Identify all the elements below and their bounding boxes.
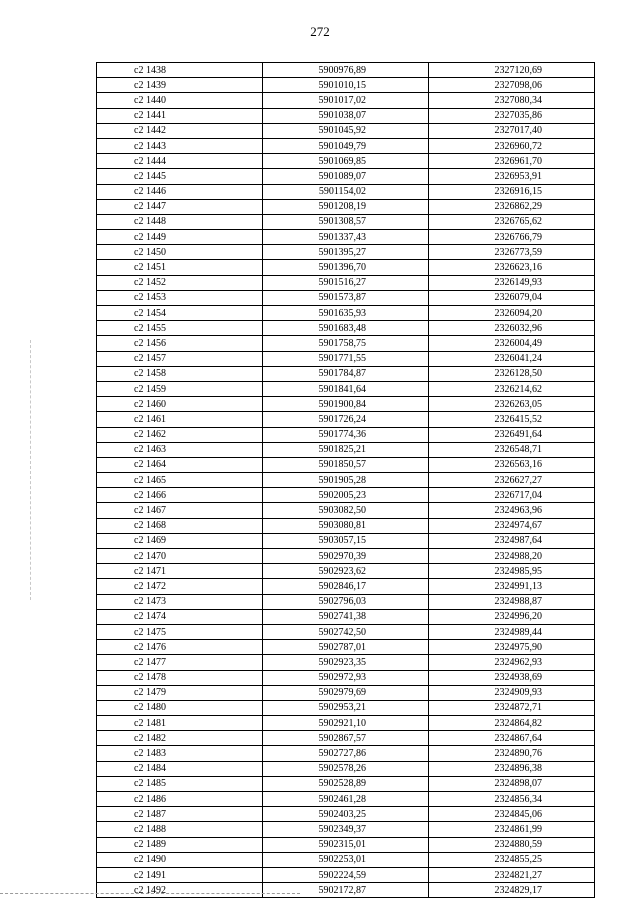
y-coordinate-cell: 2326491,64 bbox=[429, 427, 595, 442]
x-coordinate-cell: 5902315,01 bbox=[263, 837, 429, 852]
table-row bbox=[97, 412, 595, 427]
y-coordinate-cell: 2326563,16 bbox=[429, 457, 595, 472]
point-id-cell: с2 1448 bbox=[97, 214, 263, 229]
table-row bbox=[97, 624, 595, 639]
table-row bbox=[97, 564, 595, 579]
x-coordinate-cell: 5901774,36 bbox=[263, 427, 429, 442]
x-coordinate-cell: 5902787,01 bbox=[263, 640, 429, 655]
point-id-cell: с2 1449 bbox=[97, 230, 263, 245]
x-coordinate-cell: 5901395,27 bbox=[263, 245, 429, 260]
point-id-cell: с2 1455 bbox=[97, 321, 263, 336]
table-row bbox=[97, 883, 595, 898]
y-coordinate-cell: 2326548,71 bbox=[429, 442, 595, 457]
y-coordinate-cell: 2324991,13 bbox=[429, 579, 595, 594]
x-coordinate-cell: 5901208,19 bbox=[263, 199, 429, 214]
x-coordinate-cell: 5901850,57 bbox=[263, 457, 429, 472]
y-coordinate-cell: 2327080,34 bbox=[429, 93, 595, 108]
table-row bbox=[97, 579, 595, 594]
point-id-cell: с2 1479 bbox=[97, 685, 263, 700]
point-id-cell: с2 1471 bbox=[97, 564, 263, 579]
x-coordinate-cell: 5901683,48 bbox=[263, 321, 429, 336]
y-coordinate-cell: 2324974,67 bbox=[429, 518, 595, 533]
y-coordinate-cell: 2326214,62 bbox=[429, 381, 595, 396]
y-coordinate-cell: 2326623,16 bbox=[429, 260, 595, 275]
x-coordinate-cell: 5902923,35 bbox=[263, 655, 429, 670]
y-coordinate-cell: 2326717,04 bbox=[429, 488, 595, 503]
table-row bbox=[97, 321, 595, 336]
x-coordinate-cell: 5901758,75 bbox=[263, 336, 429, 351]
point-id-cell: с2 1452 bbox=[97, 275, 263, 290]
x-coordinate-cell: 5901825,21 bbox=[263, 442, 429, 457]
point-id-cell: с2 1477 bbox=[97, 655, 263, 670]
table-row bbox=[97, 852, 595, 867]
y-coordinate-cell: 2324896,38 bbox=[429, 761, 595, 776]
x-coordinate-cell: 5902253,01 bbox=[263, 852, 429, 867]
x-coordinate-cell: 5902224,59 bbox=[263, 867, 429, 882]
point-id-cell: с2 1440 bbox=[97, 93, 263, 108]
x-coordinate-cell: 5901308,57 bbox=[263, 214, 429, 229]
table-row bbox=[97, 867, 595, 882]
point-id-cell: с2 1488 bbox=[97, 822, 263, 837]
table-row bbox=[97, 138, 595, 153]
page-number: 272 bbox=[310, 24, 330, 39]
point-id-cell: с2 1470 bbox=[97, 549, 263, 564]
point-id-cell: с2 1484 bbox=[97, 761, 263, 776]
point-id-cell: с2 1487 bbox=[97, 807, 263, 822]
table-row bbox=[97, 807, 595, 822]
x-coordinate-cell: 5901010,15 bbox=[263, 78, 429, 93]
x-coordinate-cell: 5902796,03 bbox=[263, 594, 429, 609]
table-row bbox=[97, 473, 595, 488]
y-coordinate-cell: 2326765,62 bbox=[429, 214, 595, 229]
y-coordinate-cell: 2324880,59 bbox=[429, 837, 595, 852]
table-row bbox=[97, 655, 595, 670]
x-coordinate-cell: 5902741,38 bbox=[263, 609, 429, 624]
point-id-cell: с2 1457 bbox=[97, 351, 263, 366]
x-coordinate-cell: 5902979,69 bbox=[263, 685, 429, 700]
scan-bottom-rule bbox=[0, 893, 300, 895]
table-row bbox=[97, 837, 595, 852]
point-id-cell: с2 1465 bbox=[97, 473, 263, 488]
x-coordinate-cell: 5902727,86 bbox=[263, 746, 429, 761]
point-id-cell: с2 1456 bbox=[97, 336, 263, 351]
table-row bbox=[97, 549, 595, 564]
x-coordinate-cell: 5902172,87 bbox=[263, 883, 429, 898]
y-coordinate-cell: 2326079,04 bbox=[429, 290, 595, 305]
point-id-cell: с2 1468 bbox=[97, 518, 263, 533]
x-coordinate-cell: 5901784,87 bbox=[263, 366, 429, 381]
x-coordinate-cell: 5901045,92 bbox=[263, 123, 429, 138]
table-row bbox=[97, 93, 595, 108]
point-id-cell: с2 1458 bbox=[97, 366, 263, 381]
y-coordinate-cell: 2326961,70 bbox=[429, 154, 595, 169]
y-coordinate-cell: 2324962,93 bbox=[429, 655, 595, 670]
y-coordinate-cell: 2324872,71 bbox=[429, 700, 595, 715]
point-id-cell: с2 1438 bbox=[97, 63, 263, 78]
table-row bbox=[97, 776, 595, 791]
x-coordinate-cell: 5903080,81 bbox=[263, 518, 429, 533]
y-coordinate-cell: 2324821,27 bbox=[429, 867, 595, 882]
table-row bbox=[97, 685, 595, 700]
x-coordinate-cell: 5901573,87 bbox=[263, 290, 429, 305]
y-coordinate-cell: 2324856,34 bbox=[429, 792, 595, 807]
y-coordinate-cell: 2324898,07 bbox=[429, 776, 595, 791]
table-row bbox=[97, 594, 595, 609]
table-row bbox=[97, 169, 595, 184]
x-coordinate-cell: 5901069,85 bbox=[263, 154, 429, 169]
point-id-cell: с2 1461 bbox=[97, 412, 263, 427]
x-coordinate-cell: 5902970,39 bbox=[263, 549, 429, 564]
point-id-cell: с2 1445 bbox=[97, 169, 263, 184]
x-coordinate-cell: 5901726,24 bbox=[263, 412, 429, 427]
y-coordinate-cell: 2326862,29 bbox=[429, 199, 595, 214]
y-coordinate-cell: 2324975,90 bbox=[429, 640, 595, 655]
table-row bbox=[97, 746, 595, 761]
point-id-cell: с2 1459 bbox=[97, 381, 263, 396]
point-id-cell: с2 1474 bbox=[97, 609, 263, 624]
table-row bbox=[97, 78, 595, 93]
x-coordinate-cell: 5902403,25 bbox=[263, 807, 429, 822]
x-coordinate-cell: 5901900,84 bbox=[263, 397, 429, 412]
y-coordinate-cell: 2326773,59 bbox=[429, 245, 595, 260]
point-id-cell: с2 1483 bbox=[97, 746, 263, 761]
coordinates-table-body bbox=[97, 63, 595, 898]
y-coordinate-cell: 2327017,40 bbox=[429, 123, 595, 138]
point-id-cell: с2 1463 bbox=[97, 442, 263, 457]
y-coordinate-cell: 2324988,20 bbox=[429, 549, 595, 564]
x-coordinate-cell: 5902953,21 bbox=[263, 700, 429, 715]
x-coordinate-cell: 5902742,50 bbox=[263, 624, 429, 639]
y-coordinate-cell: 2324963,96 bbox=[429, 503, 595, 518]
point-id-cell: с2 1446 bbox=[97, 184, 263, 199]
point-id-cell: с2 1466 bbox=[97, 488, 263, 503]
point-id-cell: с2 1475 bbox=[97, 624, 263, 639]
point-id-cell: с2 1454 bbox=[97, 306, 263, 321]
y-coordinate-cell: 2324864,82 bbox=[429, 716, 595, 731]
x-coordinate-cell: 5902528,89 bbox=[263, 776, 429, 791]
x-coordinate-cell: 5903057,15 bbox=[263, 533, 429, 548]
scan-edge-mark bbox=[30, 340, 32, 600]
table-row bbox=[97, 640, 595, 655]
point-id-cell: с2 1482 bbox=[97, 731, 263, 746]
x-coordinate-cell: 5901038,07 bbox=[263, 108, 429, 123]
y-coordinate-cell: 2326032,96 bbox=[429, 321, 595, 336]
point-id-cell: с2 1444 bbox=[97, 154, 263, 169]
y-coordinate-cell: 2326263,05 bbox=[429, 397, 595, 412]
x-coordinate-cell: 5901771,55 bbox=[263, 351, 429, 366]
point-id-cell: с2 1485 bbox=[97, 776, 263, 791]
y-coordinate-cell: 2326627,27 bbox=[429, 473, 595, 488]
point-id-cell: с2 1478 bbox=[97, 670, 263, 685]
x-coordinate-cell: 5902846,17 bbox=[263, 579, 429, 594]
x-coordinate-cell: 5902005,23 bbox=[263, 488, 429, 503]
table-row bbox=[97, 290, 595, 305]
table-row bbox=[97, 503, 595, 518]
x-coordinate-cell: 5902349,37 bbox=[263, 822, 429, 837]
point-id-cell: с2 1476 bbox=[97, 640, 263, 655]
point-id-cell: с2 1460 bbox=[97, 397, 263, 412]
point-id-cell: с2 1467 bbox=[97, 503, 263, 518]
x-coordinate-cell: 5902921,10 bbox=[263, 716, 429, 731]
point-id-cell: с2 1492 bbox=[97, 883, 263, 898]
x-coordinate-cell: 5901635,93 bbox=[263, 306, 429, 321]
x-coordinate-cell: 5902461,28 bbox=[263, 792, 429, 807]
x-coordinate-cell: 5902578,26 bbox=[263, 761, 429, 776]
y-coordinate-cell: 2327098,06 bbox=[429, 78, 595, 93]
table-row bbox=[97, 609, 595, 624]
point-id-cell: с2 1473 bbox=[97, 594, 263, 609]
table-row bbox=[97, 366, 595, 381]
y-coordinate-cell: 2327120,69 bbox=[429, 63, 595, 78]
point-id-cell: с2 1450 bbox=[97, 245, 263, 260]
table-row bbox=[97, 792, 595, 807]
table-row bbox=[97, 731, 595, 746]
x-coordinate-cell: 5902867,57 bbox=[263, 731, 429, 746]
y-coordinate-cell: 2326128,50 bbox=[429, 366, 595, 381]
point-id-cell: с2 1442 bbox=[97, 123, 263, 138]
x-coordinate-cell: 5903082,50 bbox=[263, 503, 429, 518]
point-id-cell: с2 1481 bbox=[97, 716, 263, 731]
table-row bbox=[97, 123, 595, 138]
table-row bbox=[97, 336, 595, 351]
point-id-cell: с2 1443 bbox=[97, 138, 263, 153]
point-id-cell: с2 1451 bbox=[97, 260, 263, 275]
y-coordinate-cell: 2324938,69 bbox=[429, 670, 595, 685]
point-id-cell: с2 1472 bbox=[97, 579, 263, 594]
point-id-cell: с2 1462 bbox=[97, 427, 263, 442]
table-row bbox=[97, 230, 595, 245]
x-coordinate-cell: 5901017,02 bbox=[263, 93, 429, 108]
point-id-cell: с2 1491 bbox=[97, 867, 263, 882]
table-row bbox=[97, 822, 595, 837]
y-coordinate-cell: 2324987,64 bbox=[429, 533, 595, 548]
y-coordinate-cell: 2326004,49 bbox=[429, 336, 595, 351]
y-coordinate-cell: 2324988,87 bbox=[429, 594, 595, 609]
y-coordinate-cell: 2326766,79 bbox=[429, 230, 595, 245]
coordinates-table bbox=[96, 62, 595, 898]
table-row bbox=[97, 260, 595, 275]
y-coordinate-cell: 2324909,93 bbox=[429, 685, 595, 700]
y-coordinate-cell: 2324890,76 bbox=[429, 746, 595, 761]
point-id-cell: с2 1441 bbox=[97, 108, 263, 123]
x-coordinate-cell: 5901516,27 bbox=[263, 275, 429, 290]
x-coordinate-cell: 5901841,64 bbox=[263, 381, 429, 396]
x-coordinate-cell: 5902923,62 bbox=[263, 564, 429, 579]
table-row bbox=[97, 442, 595, 457]
x-coordinate-cell: 5901396,70 bbox=[263, 260, 429, 275]
x-coordinate-cell: 5902972,93 bbox=[263, 670, 429, 685]
x-coordinate-cell: 5901154,02 bbox=[263, 184, 429, 199]
table-row bbox=[97, 214, 595, 229]
point-id-cell: с2 1486 bbox=[97, 792, 263, 807]
table-row bbox=[97, 761, 595, 776]
y-coordinate-cell: 2326094,20 bbox=[429, 306, 595, 321]
table-row bbox=[97, 700, 595, 715]
table-row bbox=[97, 518, 595, 533]
y-coordinate-cell: 2324861,99 bbox=[429, 822, 595, 837]
point-id-cell: с2 1469 bbox=[97, 533, 263, 548]
table-row bbox=[97, 351, 595, 366]
x-coordinate-cell: 5900976,89 bbox=[263, 63, 429, 78]
x-coordinate-cell: 5901049,79 bbox=[263, 138, 429, 153]
table-row bbox=[97, 427, 595, 442]
point-id-cell: с2 1480 bbox=[97, 700, 263, 715]
point-id-cell: с2 1489 bbox=[97, 837, 263, 852]
point-id-cell: с2 1447 bbox=[97, 199, 263, 214]
table-row bbox=[97, 457, 595, 472]
x-coordinate-cell: 5901337,43 bbox=[263, 230, 429, 245]
y-coordinate-cell: 2326415,52 bbox=[429, 412, 595, 427]
x-coordinate-cell: 5901089,07 bbox=[263, 169, 429, 184]
table-row bbox=[97, 63, 595, 78]
table-row bbox=[97, 533, 595, 548]
table-row bbox=[97, 306, 595, 321]
y-coordinate-cell: 2324829,17 bbox=[429, 883, 595, 898]
table-row bbox=[97, 716, 595, 731]
point-id-cell: с2 1490 bbox=[97, 852, 263, 867]
x-coordinate-cell: 5901905,28 bbox=[263, 473, 429, 488]
y-coordinate-cell: 2326041,24 bbox=[429, 351, 595, 366]
point-id-cell: с2 1439 bbox=[97, 78, 263, 93]
y-coordinate-cell: 2326916,15 bbox=[429, 184, 595, 199]
table-row bbox=[97, 381, 595, 396]
table-row bbox=[97, 275, 595, 290]
table-row bbox=[97, 397, 595, 412]
table-row bbox=[97, 154, 595, 169]
y-coordinate-cell: 2324855,25 bbox=[429, 852, 595, 867]
y-coordinate-cell: 2324989,44 bbox=[429, 624, 595, 639]
y-coordinate-cell: 2326149,93 bbox=[429, 275, 595, 290]
table-row bbox=[97, 108, 595, 123]
table-row bbox=[97, 245, 595, 260]
y-coordinate-cell: 2327035,86 bbox=[429, 108, 595, 123]
table-row bbox=[97, 184, 595, 199]
y-coordinate-cell: 2324845,06 bbox=[429, 807, 595, 822]
y-coordinate-cell: 2324867,64 bbox=[429, 731, 595, 746]
table-row bbox=[97, 488, 595, 503]
point-id-cell: с2 1464 bbox=[97, 457, 263, 472]
y-coordinate-cell: 2326953,91 bbox=[429, 169, 595, 184]
y-coordinate-cell: 2324985,95 bbox=[429, 564, 595, 579]
table-row bbox=[97, 199, 595, 214]
y-coordinate-cell: 2326960,72 bbox=[429, 138, 595, 153]
y-coordinate-cell: 2324996,20 bbox=[429, 609, 595, 624]
table-row bbox=[97, 670, 595, 685]
point-id-cell: с2 1453 bbox=[97, 290, 263, 305]
